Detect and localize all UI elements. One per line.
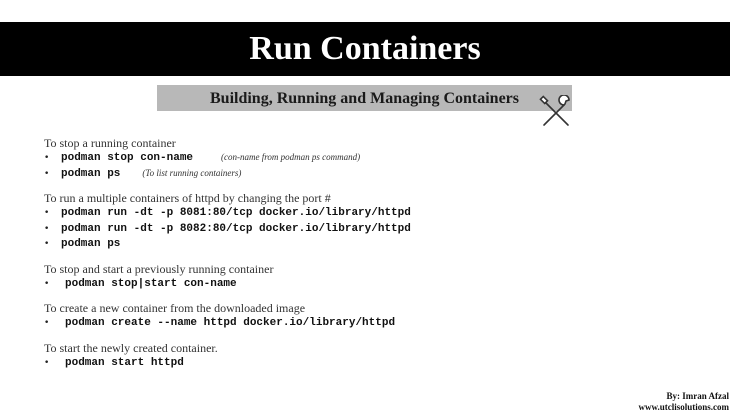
slide-title: Run Containers: [0, 22, 730, 76]
bullet-icon: •: [44, 357, 50, 368]
command-code: podman stop con-name: [61, 152, 194, 164]
section-intro: To stop and start a previously running container: [44, 261, 274, 276]
command-line: [44, 236, 644, 252]
command-code: podman create --name httpd docker.io/library/httpd: [65, 317, 396, 329]
command-line: [44, 355, 644, 371]
command-code: podman run -dt -p 8081:80/tcp docker.io/library/httpd: [61, 207, 411, 219]
footer-author: By: Imran Afzal: [666, 391, 729, 401]
section-intro: To stop a running container: [44, 136, 176, 150]
command-code: podman stop|start con-name: [65, 277, 237, 290]
command-line: [44, 221, 644, 237]
command-line: [44, 166, 644, 182]
command-code: podman run -dt -p 8082:80/tcp docker.io/library/httpd: [61, 222, 411, 235]
wrench-screwdriver-icon: [538, 95, 574, 131]
section-stop-container: [44, 136, 644, 181]
bullet-icon: •: [44, 168, 50, 179]
bullet-icon: •: [44, 278, 50, 289]
section-start-container: [44, 341, 644, 371]
slide-subtitle: Building, Running and Managing Containers: [157, 85, 572, 111]
section-run-multiple: [44, 191, 644, 252]
bullet-icon: •: [44, 223, 50, 234]
bullet-icon: •: [44, 239, 50, 249]
footer-website: www.utclisolutions.com: [638, 402, 729, 412]
bullet-icon: •: [44, 153, 50, 163]
section-stop-start: [44, 262, 644, 292]
footer-credit: [638, 391, 729, 413]
command-note: (To list running containers): [142, 167, 242, 178]
command-code: podman ps: [61, 238, 121, 250]
content-body: [44, 136, 644, 380]
section-intro: To create a new container from the downloaded image: [44, 301, 306, 315]
command-line: [44, 315, 644, 331]
command-line: [44, 205, 644, 221]
bullet-icon: •: [44, 318, 50, 328]
command-code: podman ps: [61, 167, 121, 180]
section-intro: To start the newly created container.: [44, 340, 218, 355]
command-note: (con-name from podman ps command): [221, 152, 361, 162]
command-code: podman start httpd: [65, 356, 184, 369]
section-intro: To run a multiple containers of httpd by changing the port #: [44, 191, 331, 205]
section-create-container: [44, 301, 644, 331]
command-line: [44, 276, 644, 292]
command-line: [44, 150, 644, 166]
bullet-icon: •: [44, 208, 50, 218]
